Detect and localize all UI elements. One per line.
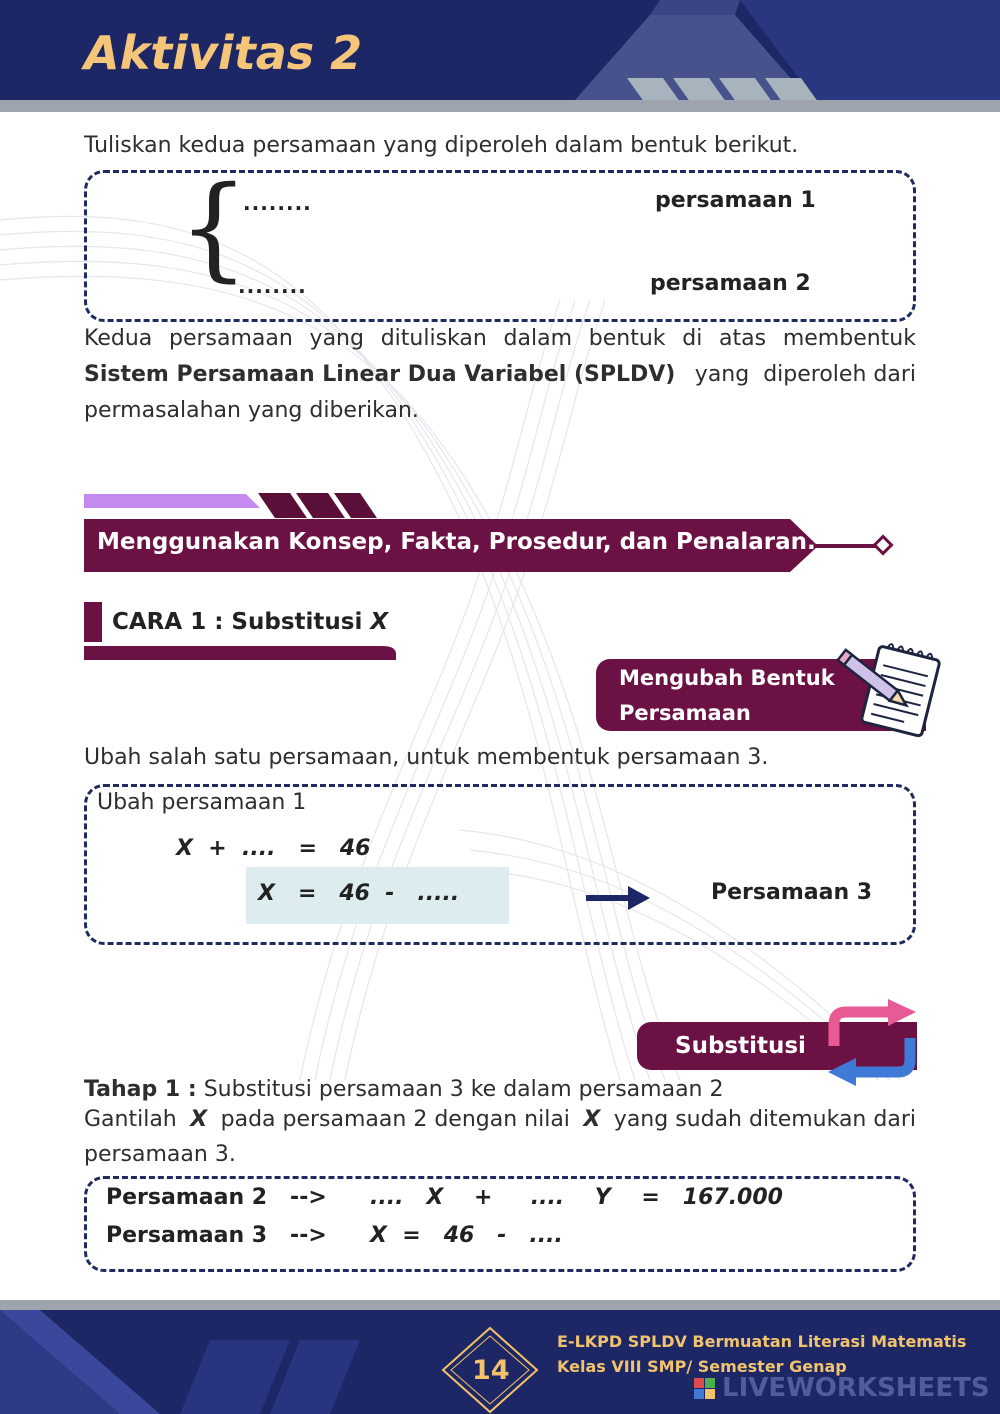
tahap-1-title: Substitusi persamaan 3 ke dalam persamaan 2 xyxy=(196,1077,724,1102)
footer-line-1: E-LKPD SPLDV Bermuatan Literasi Matematis xyxy=(557,1332,967,1351)
equation-2-label: persamaan 2 xyxy=(650,271,811,296)
spldv-paragraph-line2 xyxy=(84,357,916,393)
row-1-label: Persamaan 2 --> xyxy=(106,1185,327,1210)
page-title: Aktivitas 2 xyxy=(84,26,363,80)
ubah-persamaan-heading: Ubah persamaan 1 xyxy=(97,790,307,815)
tag-line-2: Persamaan xyxy=(619,701,751,725)
instruction-text: Tuliskan kedua persamaan yang diperoleh dalam bentuk berikut. xyxy=(84,133,799,158)
substitusi-tag: Substitusi xyxy=(637,1022,917,1070)
equation-1-label: persamaan 1 xyxy=(655,188,816,213)
spldv-paragraph-line1: Kedua persamaan yang dituliskan dalam bentuk di atas membentuk xyxy=(84,326,916,351)
spldv-paragraph-line3: permasalahan yang diberikan. xyxy=(84,398,419,423)
right-arrow-icon xyxy=(584,884,654,912)
cara-1-title-variable: X xyxy=(370,609,389,635)
row-2-expression[interactable]: X = 46 - .... xyxy=(370,1223,563,1248)
tag-line-1: Mengubah Bentuk xyxy=(619,666,835,690)
row-1-expression[interactable]: .... X + .... Y = 167.000 xyxy=(370,1185,783,1210)
spldv-term: Sistem Persamaan Linear Dua Variabel (SPLDV) xyxy=(84,362,676,387)
page-number: 14 xyxy=(472,1355,510,1386)
notepad-pencil-icon xyxy=(832,638,944,738)
spldv-paragraph-line2-rest: yang diperoleh dari xyxy=(687,362,916,387)
brace-symbol: { xyxy=(178,163,250,293)
tahap-1-description-line2: persamaan 3. xyxy=(84,1142,236,1167)
row-2-label: Persamaan 3 --> xyxy=(106,1223,327,1248)
page-header xyxy=(0,0,1000,112)
liveworksheets-watermark: LIVEWORKSHEETS xyxy=(722,1373,990,1403)
desc-variable-1: X xyxy=(190,1107,208,1132)
liveworksheets-logo-icon xyxy=(694,1378,716,1400)
persamaan-3-label: Persamaan 3 xyxy=(711,880,873,905)
cara-1-title-prefix: CARA 1 : Substitusi xyxy=(112,609,371,635)
desc-variable-2: X xyxy=(583,1107,601,1132)
cara-1-instruction: Ubah salah satu persamaan, untuk membentuk persamaan 3. xyxy=(84,745,769,770)
tahap-1-label: Tahap 1 : xyxy=(84,1077,197,1102)
desc-part-b: pada persamaan 2 dengan nilai xyxy=(220,1107,570,1132)
footer-line-2: Kelas VIII SMP/ Semester Genap xyxy=(557,1357,847,1376)
desc-part-a: Gantilah xyxy=(84,1107,177,1132)
tahap-1-description-line1 xyxy=(84,1102,916,1138)
desc-part-c: yang sudah ditemukan dari xyxy=(613,1107,916,1132)
section-banner-title: Menggunakan Konsep, Fakta, Prosedur, dan Penalaran. xyxy=(97,529,816,555)
equation-line-1[interactable]: X + .... = 46 xyxy=(176,836,371,861)
cara-1-title xyxy=(112,609,388,635)
equation-line-2[interactable]: X = 46 - ..... xyxy=(258,881,460,906)
equation-2-blank[interactable]: ........ xyxy=(238,274,307,298)
equation-1-blank[interactable]: ........ xyxy=(243,191,312,215)
